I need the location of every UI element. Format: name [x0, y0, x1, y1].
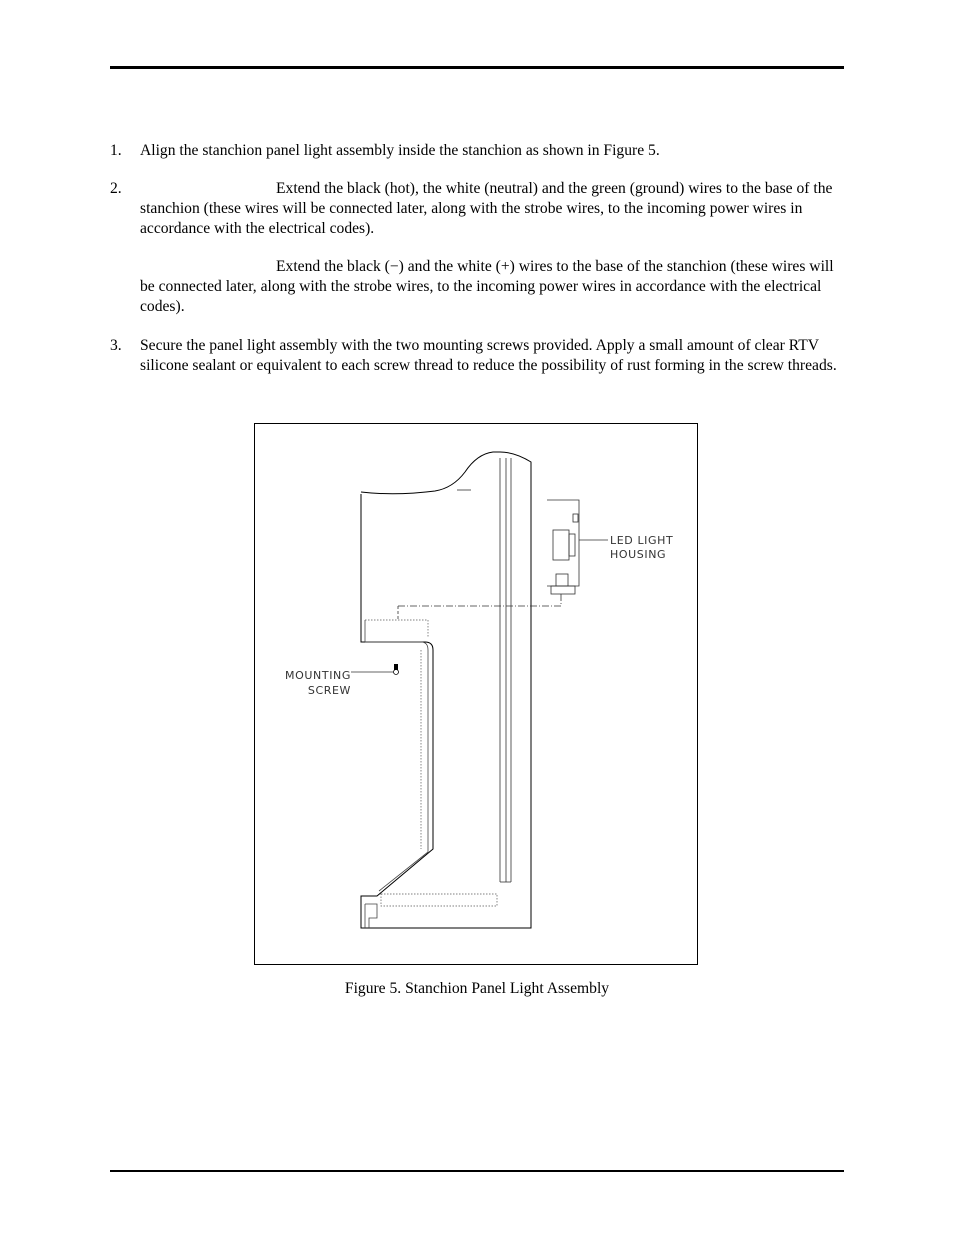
footer-rule: [110, 1170, 844, 1172]
step-1: [110, 141, 850, 161]
mounting-screw: [351, 664, 399, 675]
led-callout-line1: LED LIGHT: [610, 534, 674, 547]
led-callout-line2: HOUSING: [610, 548, 667, 561]
screw-callout-line2: SCREW: [307, 684, 351, 697]
step-number: 2.: [110, 180, 122, 197]
stanchion-outline: [361, 452, 531, 928]
step-paragraph-dc: [140, 257, 850, 316]
wire-path: [398, 594, 561, 606]
step-text: Align the stanchion panel light assembly inside the stanchion as shown in Figure 5.: [140, 142, 660, 159]
step-number: 1.: [110, 142, 122, 159]
step-2: [110, 179, 850, 317]
step-3: [110, 336, 850, 376]
figure-frame: [254, 423, 698, 965]
screw-callout-line1: MOUNTING: [285, 669, 351, 682]
figure-caption: Figure 5. Stanchion Panel Light Assembly: [344, 980, 610, 997]
step-text: Secure the panel light assembly with the two mounting screws provided. Apply a small amount of clear RTV silicone sealant or equivalent to each screw thread to reduce the possibility of rust forming in the screw threads.: [140, 337, 837, 374]
step-text: Extend the black (hot), the white (neutral) and the green (ground) wires to the base of the stanchion (these wires will be connected later, along with the strobe wires, to the incoming power wires in accordance with the electrical codes).: [140, 180, 833, 237]
step-paragraph-ac: [140, 179, 850, 238]
step-text: Extend the black (−) and the white (+) wires to the base of the stanchion (these wires will be connected later, along with the strobe wires, to the incoming power wires in accordance with the electrical codes).: [140, 258, 834, 315]
led-housing: [547, 500, 608, 594]
header-rule: [110, 66, 844, 69]
step-number: 3.: [110, 337, 122, 354]
stanchion-drawing: [255, 424, 699, 966]
